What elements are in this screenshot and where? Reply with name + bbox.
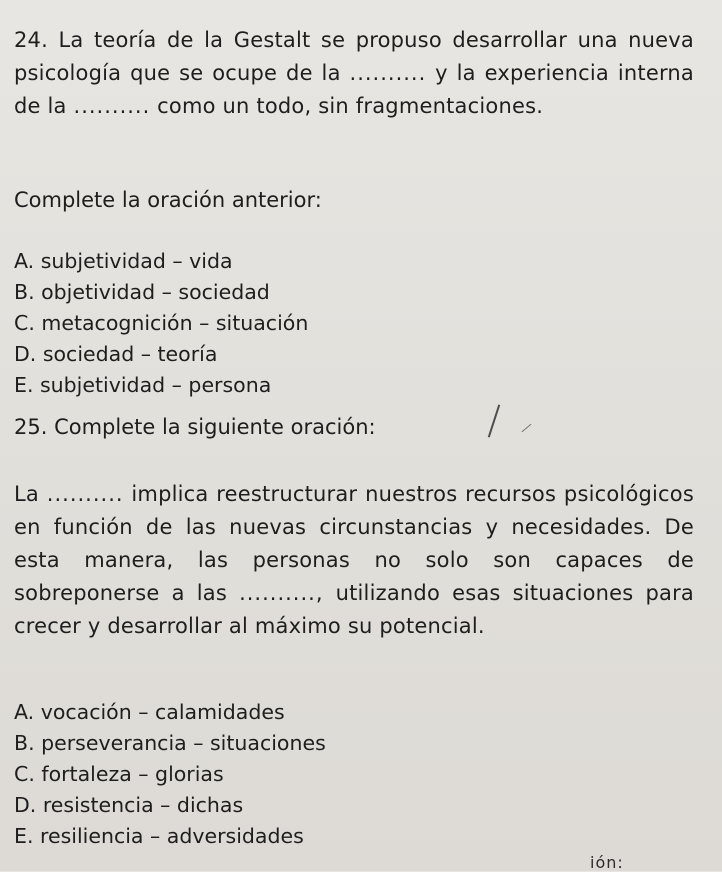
q25-option-c-letter: C.: [14, 762, 35, 786]
q24-option-c: [14, 308, 308, 339]
q25-option-c: [14, 759, 326, 790]
q25-option-e-letter: E.: [14, 824, 34, 848]
q24-option-c-letter: C.: [14, 311, 35, 335]
q24-option-b-letter: B.: [14, 280, 35, 304]
q25-option-b-letter: B.: [14, 731, 35, 755]
q24-option-a-text: subjetividad – vida: [34, 249, 233, 273]
q25-blank-1: ..........: [46, 482, 124, 506]
q25-option-e-text: resiliencia – adversidades: [33, 824, 304, 848]
q25-option-d: [14, 790, 326, 821]
q25-text-part-b: implica reestructurar nuestros recursos psicológicos en función de las nuevas circunstancias y necesidades. De esta manera, las personas no solo son capaces de sobreponerse a las: [14, 482, 694, 605]
q24-text-part-c: como un todo, sin fragmentaciones.: [150, 94, 544, 118]
question-25-options: [14, 697, 326, 852]
q25-option-a-text: vocación – calamidades: [34, 700, 285, 724]
q25-option-e: [14, 821, 326, 852]
q24-option-b: [14, 277, 308, 308]
q24-text-part-a: 24. La teoría de la Gestalt se propuso desarrollar una nueva psicología que se ocupe de la: [14, 28, 694, 85]
question-24-prompt: Complete la oración anterior:: [14, 188, 322, 212]
pen-tick-mark: [522, 424, 532, 432]
q25-text-part-c: utilizando esas situaciones para crecer y desarrollar al máximo su potencial.: [14, 581, 694, 638]
question-25-title: 25. Complete la siguiente oración:: [14, 415, 376, 439]
q25-option-a: [14, 697, 326, 728]
question-25-text: [14, 478, 694, 643]
q25-option-d-letter: D.: [14, 793, 37, 817]
cut-off-text-fragment: ión:: [590, 853, 624, 872]
q24-option-a: [14, 246, 308, 277]
question-24-text: [14, 24, 694, 123]
pen-stroke-mark: [488, 405, 500, 438]
q25-option-c-text: fortaleza – glorias: [34, 762, 224, 786]
q25-option-b-text: perseverancia – situaciones: [34, 731, 326, 755]
q24-option-e-text: subjetividad – persona: [33, 373, 272, 397]
q25-option-a-letter: A.: [14, 700, 35, 724]
q24-option-d: [14, 339, 308, 370]
q24-option-e: [14, 370, 308, 401]
q24-option-e-letter: E.: [14, 373, 34, 397]
q24-text-part-b: y la experiencia interna de la: [14, 61, 694, 118]
q25-option-b: [14, 728, 326, 759]
q24-option-d-text: sociedad – teoría: [36, 342, 218, 366]
q24-blank-2: ..........: [73, 94, 151, 118]
q24-option-c-text: metacognición – situación: [34, 311, 309, 335]
question-24-options: [14, 246, 308, 401]
q24-option-b-text: objetividad – sociedad: [34, 280, 270, 304]
q24-option-a-letter: A.: [14, 249, 35, 273]
q24-blank-1: ..........: [349, 61, 427, 85]
q25-text-part-a: La: [14, 482, 47, 506]
q24-option-d-letter: D.: [14, 342, 37, 366]
q25-option-d-text: resistencia – dichas: [36, 793, 244, 817]
q25-blank-2: ..........,: [239, 581, 324, 605]
